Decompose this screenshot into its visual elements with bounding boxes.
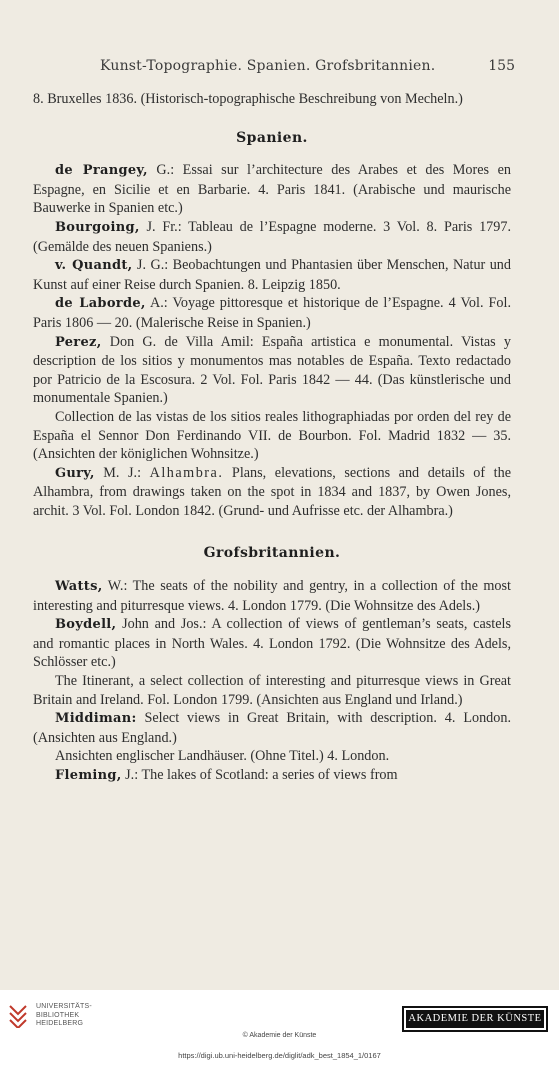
running-header [0, 58, 559, 80]
section-heading-grossbritannien: Grofsbritannien. [203, 545, 341, 562]
opening-paragraph: 8. Bruxelles 1836. (Historisch-topographische Beschreibung von Mecheln.) [33, 91, 463, 107]
entry-text: Select views in Great Britain, with description. 4. London. (Ansichten aus England.) [33, 710, 511, 746]
author-name: Gury, [55, 465, 95, 481]
entry-text: J.: The lakes of Scotland: a series of views from [121, 767, 398, 783]
page-body [33, 90, 511, 786]
entry-text: M. J.: [94, 464, 150, 481]
entry-text: The Itinerant, a select collection of interesting and piturresque views in Great Britain and Ireland. Fol. London 1799. (Ansichten aus England und Irland.) [33, 673, 511, 708]
entry-itinerant [33, 672, 511, 709]
entry-text: A.: Voyage pittoresque et historique de l’Espagne. 4 Vol. Fol. Paris 1806 — 20. (Malerische Reise in Spanien.) [33, 295, 512, 331]
akademie-label: AKADEMIE DER KÜNSTE [406, 1010, 544, 1028]
library-line: UNIVERSITÄTS- [36, 1003, 92, 1010]
entry-bourgoing [33, 218, 511, 256]
library-emblem-icon [8, 1004, 28, 1028]
entry-text: J. G.: Beobachtungen und Phantasien über Menschen, Natur und Kunst auf einer Reise durch Spanien. 8. Leipzig 1850. [33, 257, 511, 293]
library-name [36, 1003, 92, 1029]
university-library-logo[interactable] [8, 1002, 128, 1036]
header-title: Kunst-Topographie. Spanien. Grofsbritannien. [100, 58, 436, 74]
entry-landhaeuser [33, 747, 511, 766]
library-line: BIBLIOTHEK [36, 1011, 80, 1019]
page-number: 155 [488, 58, 515, 74]
viewer-footer [0, 990, 559, 1065]
entry-laborde [33, 294, 511, 332]
entry-fleming [33, 766, 511, 786]
entry-spaced-title: Alhambra. [149, 464, 224, 481]
author-name: Watts, [55, 579, 103, 595]
author-name: Middiman: [55, 711, 137, 727]
permalink[interactable]: https://digi.ub.uni-heidelberg.de/diglit/adk_best_1854_1/0167 [178, 1051, 381, 1060]
entry-text: G.: Essai sur l’architecture des Arabes et des Mores en Espagne, en Sicilie et en Barbarie. 4. Paris 1841. (Arabische und maurische Bauwerke in Spanien etc.) [33, 162, 511, 217]
author-name: v. Quandt, [55, 258, 133, 274]
entry-quandt [33, 256, 511, 294]
entry-prangey [33, 161, 511, 218]
author-name: Boydell, [55, 617, 117, 633]
author-name: Bourgoing, [55, 219, 140, 235]
entry-gury [33, 464, 511, 521]
entry-text: Ansichten englischer Landhäuser. (Ohne Titel.) 4. London. [55, 748, 390, 765]
copyright-notice: © Akademie der Künste [242, 1032, 317, 1039]
author-name: Perez, [55, 334, 102, 350]
entry-perez [33, 333, 511, 408]
entry-boydell [33, 615, 511, 672]
entry-collection [33, 408, 511, 464]
section-heading-spanien: Spanien. [236, 129, 308, 146]
author-name: Fleming, [55, 768, 122, 783]
entry-text: John and Jos.: A collection of views of gentleman’s seats, castels and romantic places in North Wales. 4. London 1792. (Die Wohnsitze des Adels, Schlösser etc.) [33, 616, 511, 671]
entry-text: J. Fr.: Tableau de l’Espagne moderne. 3 Vol. 8. Paris 1797. (Gemälde des neuen Spaniens.) [33, 218, 511, 255]
entry-middiman [33, 709, 511, 747]
author-name: de Prangey, [55, 163, 148, 179]
akademie-logo[interactable] [402, 1006, 548, 1032]
library-line: HEIDELBERG [36, 1020, 84, 1027]
entry-text: Collection de las vistas de los sitios reales lithographiadas por orden del rey de España el Sennor Don Ferdinando VII. de Bourbon. Fol. Madrid 1832 — 35. (Ansichten der königlichen Wohnsitze.) [33, 408, 511, 463]
author-name: de Laborde, [55, 296, 146, 312]
entry-text-2: Plans, elevations, sections and details of the Alhambra, from drawings taken on the spot in 1834 and 1837, by Owen Jones, archit. 3 Vol. Fol. London 1842. (Grund- und Aufrisse etc. der Alhambra.) [33, 464, 512, 519]
entry-watts [33, 577, 511, 615]
entry-text: W.: The seats of the nobility and gentry, in a collection of the most interesting and piturresque views. 4. London 1779. (Die Wohnsitze des Adels.) [33, 578, 511, 614]
entry-text: Don G. de Villa Amil: España artistica e monumental. Vistas y description de los sitios y monumentos mas notables de España. Texto redactado por Patricio de la Escosura. 2 Vol. Fol. Paris 1842 — 44. (Das künstlerische und monumentale Spanien.) [33, 333, 511, 407]
